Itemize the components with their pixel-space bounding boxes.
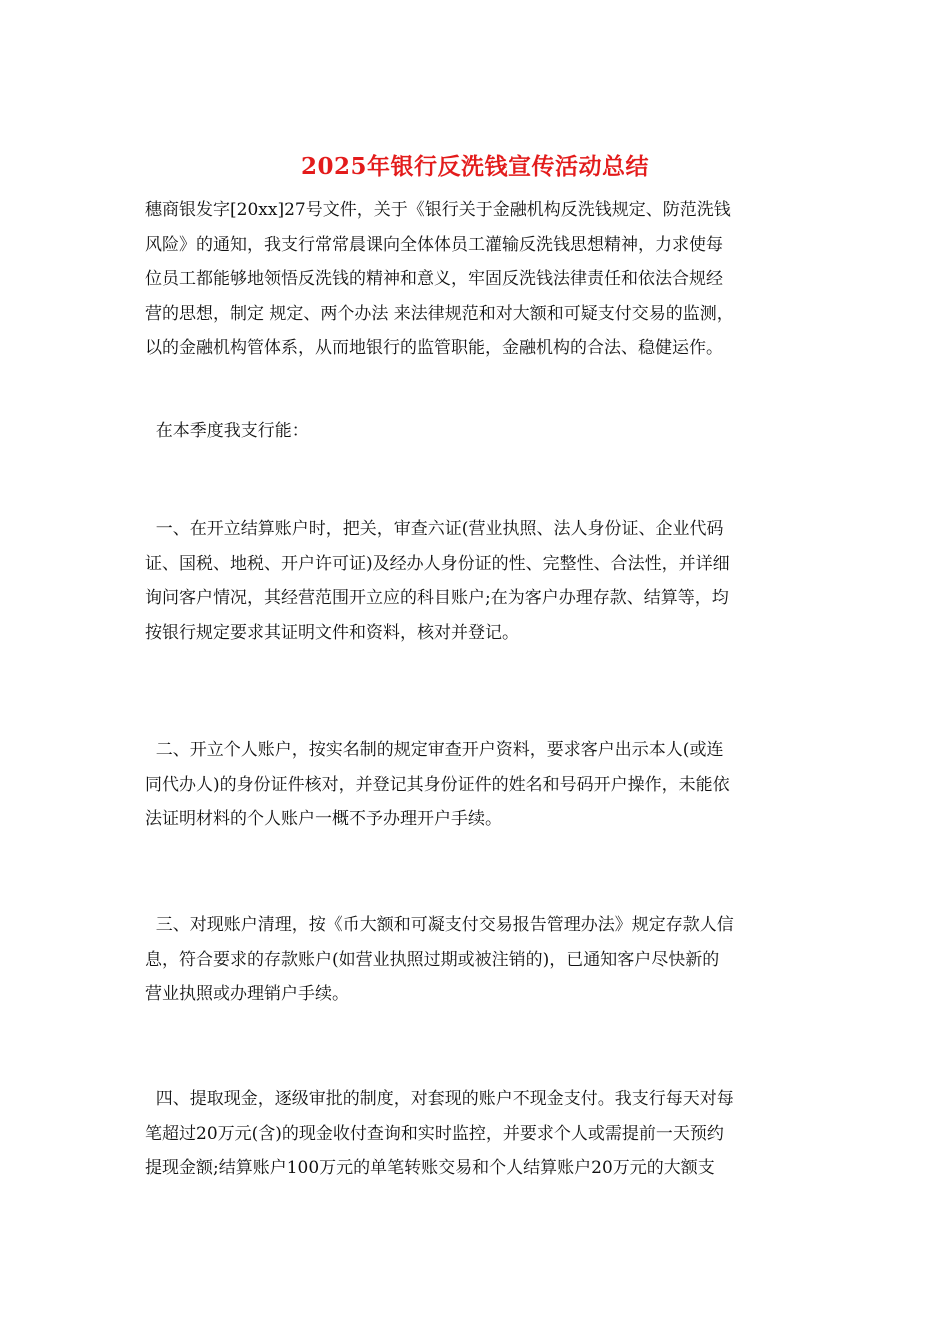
paragraph-line: 同代办人)的身份证件核对，并登记其身份证件的姓名和号码开户操作，未能依 — [145, 774, 730, 795]
paragraph-line: 三、对现账户清理，按《币大额和可凝支付交易报告管理办法》规定存款人信 — [145, 915, 734, 935]
paragraph-line: 询问客户情况，其经营范围开立应的科目账户;在为客户办理存款、结算等，均 — [145, 588, 729, 608]
paragraph-item-three — [145, 908, 815, 1012]
paragraph-line: 按银行规定要求其证明文件和资料，核对并登记。 — [145, 622, 519, 643]
paragraph-line: 以的金融机构管体系，从而地银行的监管职能，金融机构的合法、稳健运作。 — [145, 338, 723, 358]
paragraph-line: 提现金额;结算账户100万元的单笔转账交易和个人结算账户20万元的大额支 — [145, 1158, 715, 1178]
paragraph-item-one — [145, 512, 815, 650]
paragraph-line: 证、国税、地税、开户许可证)及经办人身份证的性、完整性、合法性，并详细 — [145, 553, 730, 574]
paragraph-line: 营的思想，制定 规定、两个办法 来法律规范和对大额和可疑支付交易的监测， — [145, 303, 734, 324]
paragraph-line: 法证明材料的个人账户一概不予办理开户手续。 — [145, 809, 502, 829]
paragraph-quarter — [145, 414, 815, 449]
paragraph-line: 位员工都能够地领悟反洗钱的精神和意义，牢固反洗钱法律责任和依法合规经 — [145, 269, 723, 289]
paragraph-intro — [145, 193, 815, 366]
paragraph-line: 息，符合要求的存款账户(如营业执照过期或被注销的)，已通知客户尽快新的 — [145, 949, 720, 970]
paragraph-line: 风险》的通知，我支行常常晨课向全体体员工灌输反洗钱思想精神，力求使每 — [145, 234, 723, 255]
paragraph-item-two — [145, 733, 815, 837]
paragraph-item-four — [145, 1082, 815, 1186]
paragraph-line: 一、在开立结算账户时，把关，审查六证(营业执照、法人身份证、企业代码 — [145, 519, 724, 539]
paragraph-line: 四、提取现金，逐级审批的制度，对套现的账户不现金支付。我支行每天对每 — [145, 1089, 734, 1109]
paragraph-line: 在本季度我支行能： — [145, 421, 309, 441]
page-title: 2025年银行反洗钱宣传活动总结 — [300, 153, 649, 180]
paragraph-line: 营业执照或办理销户手续。 — [145, 984, 349, 1004]
paragraph-line: 穗商银发字[20xx]27号文件，关于《银行关于金融机构反洗钱规定、防范洗钱 — [145, 200, 731, 220]
paragraph-line: 二、开立个人账户，按实名制的规定审查开户资料，要求客户出示本人(或连 — [145, 740, 724, 760]
paragraph-line: 笔超过20万元(含)的现金收付查询和实时监控，并要求个人或需提前一天预约 — [145, 1123, 724, 1144]
